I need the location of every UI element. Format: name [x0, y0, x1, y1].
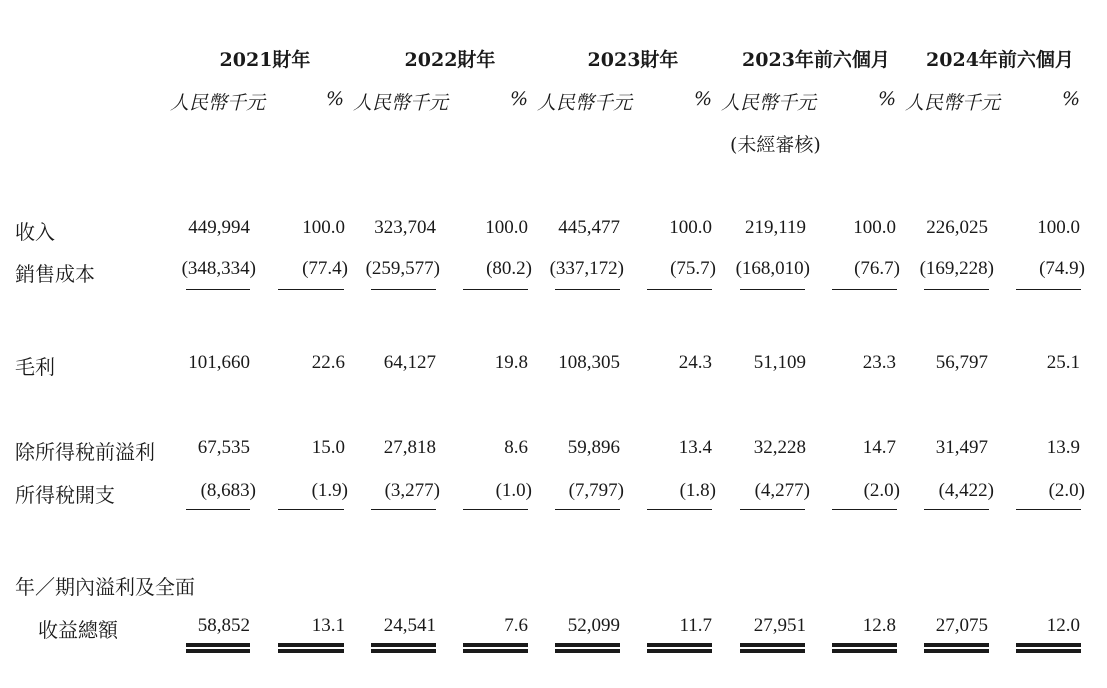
table-cell: 64,127	[383, 352, 436, 373]
table-cell: 100.0	[1037, 217, 1080, 238]
total-double-rule	[1016, 643, 1081, 653]
total-double-rule	[278, 643, 344, 653]
subtotal-rule	[371, 509, 436, 510]
table-cell: 8.6	[504, 437, 528, 458]
subtotal-rule	[832, 509, 897, 510]
subtotal-rule	[555, 509, 620, 510]
pct-header-2024-h1: %	[1061, 88, 1080, 110]
table-cell: 15.0	[311, 437, 345, 458]
table-cell: 31,497	[935, 437, 988, 458]
table-cell: (348,334)	[181, 258, 256, 279]
table-cell: (80.2)	[486, 258, 532, 279]
table-cell: 32,228	[753, 437, 806, 458]
subtotal-rule	[1016, 509, 1081, 510]
row-label-total-comprehensive-line2: 收益總額	[38, 618, 118, 642]
subtotal-rule	[832, 289, 897, 290]
total-double-rule	[371, 643, 436, 653]
table-cell: 24,541	[383, 615, 436, 636]
period-header-2023-h1: 2023年前六個月	[742, 49, 890, 71]
table-cell: (76.7)	[854, 258, 900, 279]
table-cell: 100.0	[853, 217, 896, 238]
unaudited-note: (未經審核)	[730, 134, 821, 156]
table-cell: 51,109	[753, 352, 806, 373]
total-double-rule	[924, 643, 989, 653]
subtotal-rule	[647, 509, 712, 510]
table-cell: 13.4	[678, 437, 712, 458]
table-cell: 445,477	[558, 217, 620, 238]
table-cell: 12.8	[862, 615, 896, 636]
total-double-rule	[555, 643, 620, 653]
subtotal-rule	[463, 289, 528, 290]
table-cell: 101,660	[188, 352, 250, 373]
table-cell: 323,704	[374, 217, 436, 238]
table-cell: (1.9)	[311, 480, 348, 501]
table-cell: (7,797)	[568, 480, 624, 501]
unit-header-2023: 人民幣千元	[537, 92, 633, 114]
unit-header-2024-h1: 人民幣千元	[905, 92, 1001, 114]
subtotal-rule	[186, 289, 250, 290]
table-cell: 108,305	[558, 352, 620, 373]
row-label-gross-profit: 毛利	[15, 355, 55, 379]
row-label-cost-of-sales: 銷售成本	[15, 262, 95, 286]
total-double-rule	[463, 643, 528, 653]
total-double-rule	[186, 643, 250, 653]
table-cell: 12.0	[1046, 615, 1080, 636]
pct-header-2023-h1: %	[877, 88, 896, 110]
subtotal-rule	[740, 289, 805, 290]
table-cell: 52,099	[567, 615, 620, 636]
subtotal-rule	[463, 509, 528, 510]
subtotal-rule	[555, 289, 620, 290]
table-cell: 27,818	[383, 437, 436, 458]
table-cell: 449,994	[188, 217, 250, 238]
pct-header-2021: %	[325, 88, 344, 110]
subtotal-rule	[371, 289, 436, 290]
table-cell: (74.9)	[1039, 258, 1085, 279]
period-header-2024-h1: 2024年前六個月	[926, 49, 1074, 71]
table-cell: 56,797	[935, 352, 988, 373]
table-cell: 67,535	[197, 437, 250, 458]
table-cell: 226,025	[926, 217, 988, 238]
table-cell: (168,010)	[735, 258, 810, 279]
table-cell: (75.7)	[670, 258, 716, 279]
subtotal-rule	[924, 509, 989, 510]
table-cell: (2.0)	[863, 480, 900, 501]
period-header-2021: 2021財年	[219, 49, 311, 71]
table-cell: 24.3	[678, 352, 712, 373]
subtotal-rule	[740, 509, 805, 510]
table-cell: (2.0)	[1048, 480, 1085, 501]
table-cell: 11.7	[679, 615, 712, 636]
table-cell: 7.6	[504, 615, 528, 636]
table-cell: (259,577)	[365, 258, 440, 279]
total-double-rule	[740, 643, 805, 653]
table-cell: 100.0	[485, 217, 528, 238]
table-cell: 219,119	[744, 217, 806, 238]
unit-header-2023-h1: 人民幣千元	[721, 92, 817, 114]
table-cell: (77.4)	[302, 258, 348, 279]
period-header-2022: 2022財年	[404, 49, 496, 71]
total-double-rule	[647, 643, 712, 653]
subtotal-rule	[647, 289, 712, 290]
subtotal-rule	[924, 289, 989, 290]
table-cell: (169,228)	[919, 258, 994, 279]
unit-header-2022: 人民幣千元	[353, 92, 449, 114]
table-cell: 100.0	[669, 217, 712, 238]
table-cell: 14.7	[862, 437, 896, 458]
table-cell: (8,683)	[200, 480, 256, 501]
table-cell: (337,172)	[549, 258, 624, 279]
row-label-revenue: 收入	[15, 220, 55, 244]
table-cell: 22.6	[311, 352, 345, 373]
table-cell: (4,422)	[938, 480, 994, 501]
table-cell: 25.1	[1046, 352, 1080, 373]
subtotal-rule	[186, 509, 250, 510]
row-label-income-tax: 所得稅開支	[15, 483, 115, 507]
table-cell: 19.8	[494, 352, 528, 373]
subtotal-rule	[1016, 289, 1081, 290]
table-cell: 27,951	[753, 615, 806, 636]
table-cell: (1.0)	[495, 480, 532, 501]
table-cell: (3,277)	[384, 480, 440, 501]
table-cell: 100.0	[302, 217, 345, 238]
row-label-profit-before-tax: 除所得稅前溢利	[15, 440, 155, 464]
table-cell: 23.3	[862, 352, 896, 373]
period-header-2023: 2023財年	[587, 49, 679, 71]
table-cell: 58,852	[197, 615, 250, 636]
subtotal-rule	[278, 509, 344, 510]
unit-header-2021: 人民幣千元	[170, 92, 266, 114]
table-cell: 27,075	[935, 615, 988, 636]
total-double-rule	[832, 643, 897, 653]
pct-header-2022: %	[509, 88, 528, 110]
table-cell: (1.8)	[679, 480, 716, 501]
table-cell: (4,277)	[754, 480, 810, 501]
pct-header-2023: %	[693, 88, 712, 110]
subtotal-rule	[278, 289, 344, 290]
table-cell: 13.9	[1046, 437, 1080, 458]
table-cell: 13.1	[311, 615, 345, 636]
row-label-total-comprehensive-line1: 年／期內溢利及全面	[15, 575, 195, 599]
table-cell: 59,896	[567, 437, 620, 458]
